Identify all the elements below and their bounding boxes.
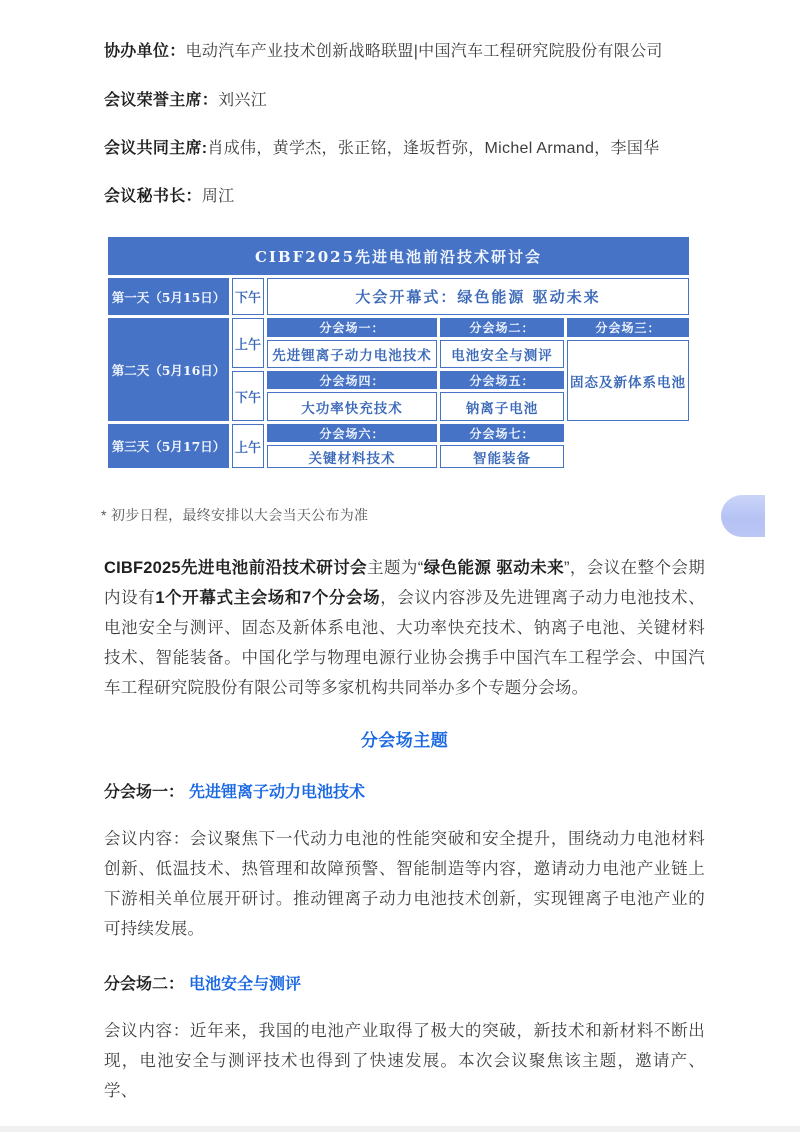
honorary-chair-line <box>104 89 267 113</box>
honorary-chair-value: 刘兴江 <box>218 92 268 109</box>
intro-text-1: 主题为“ <box>367 559 424 577</box>
session6-topic-cell: 关键材料技术 <box>267 445 437 468</box>
session3-topic-cell: 固态及新体系电池 <box>567 340 689 421</box>
session5-header-cell: 分会场五： <box>440 371 564 389</box>
session6-header-cell: 分会场六： <box>267 424 437 442</box>
co-organizer-label: 协办单位： <box>104 43 186 60</box>
day3-cell: 第三天（5月17日） <box>108 424 229 468</box>
session7-topic-cell: 智能装备 <box>440 445 564 468</box>
day2-cell: 第二天（5月16日） <box>108 318 229 421</box>
session1-description: 会议内容：会议聚焦下一代动力电池的性能突破和安全提升，围绕动力电池材料创新、低温技术、热管理和故障预警、智能制造等内容，邀请动力电池产业链上下游相关单位展开研讨。推动锂离子动力电池技术创新，实现锂离子电池产业的可持续发展。 <box>104 830 705 938</box>
schedule-title: CIBF2025先进电池前沿技术研讨会 <box>108 237 689 275</box>
session1-link[interactable]: 先进锂离子动力电池技术 <box>189 784 366 801</box>
intro-text-3: ，会议内容涉及先进锂离子动力电池技术、电池安全与测评、固态及新体系电池、大功率快充技术、钠离子电池、关键材料技术、智能装备。中国化学与物理电源行业协会携手中国汽车工程学会、中国汽车工程研究院股份有限公司等多家机构共同举办多个专题分会场。 <box>104 589 705 697</box>
session1-label: 分会场一： <box>104 784 185 801</box>
session2-topic-cell: 电池安全与测评 <box>440 340 564 368</box>
secretary-general-line <box>104 185 234 209</box>
co-organizer-value: 电动汽车产业技术创新战略联盟|中国汽车工程研究院股份有限公司 <box>185 43 663 60</box>
secretary-general-value: 周江 <box>201 188 235 205</box>
session2-link[interactable]: 电池安全与测评 <box>189 976 302 993</box>
session2-title-line <box>104 971 301 994</box>
day2-afternoon-time-cell: 下午 <box>232 371 264 421</box>
co-chairs-label: 会议共同主席: <box>104 140 208 157</box>
co-chairs-line <box>104 137 659 161</box>
page-bottom-edge <box>0 1126 800 1132</box>
intro-venues-count: 1个开幕式主会场和7个分会场 <box>155 589 381 607</box>
session3-header-cell: 分会场三： <box>567 318 689 337</box>
session7-header-cell: 分会场七： <box>440 424 564 442</box>
floating-widget-handle[interactable] <box>721 495 765 537</box>
intro-theme: 绿色能源 驱动未来 <box>423 559 564 577</box>
day1-time-cell: 下午 <box>232 278 264 315</box>
schedule-table <box>108 237 689 468</box>
session5-topic-cell: 钠离子电池 <box>440 392 564 421</box>
session2-header-cell: 分会场二： <box>440 318 564 337</box>
opening-ceremony-cell: 大会开幕式：绿色能源 驱动未来 <box>267 278 689 315</box>
honorary-chair-label: 会议荣誉主席： <box>104 92 219 109</box>
session1-title-line <box>104 779 365 802</box>
session2-label: 分会场二： <box>104 976 185 993</box>
session4-topic-cell: 大功率快充技术 <box>267 392 437 421</box>
day2-morning-time-cell: 上午 <box>232 318 264 368</box>
session1-header-cell: 分会场一： <box>267 318 437 337</box>
co-organizer-line <box>104 40 663 64</box>
secretary-general-label: 会议秘书长： <box>104 188 202 205</box>
co-chairs-value: 肖成伟，黄学杰，张正铭，逢坂哲弥，Michel Armand，李国华 <box>207 140 660 157</box>
intro-event-name: CIBF2025先进电池前沿技术研讨会 <box>104 559 368 577</box>
intro-paragraph <box>104 553 705 703</box>
intro-text-2: ”，会议在整个会期内设有 <box>104 559 705 607</box>
schedule-note: * 初步日程，最终安排以大会当天公布为准 <box>101 507 369 523</box>
session4-header-cell: 分会场四： <box>267 371 437 389</box>
day3-time-cell: 上午 <box>232 424 264 468</box>
day1-cell: 第一天（5月15日） <box>108 278 229 315</box>
sessions-heading: 分会场主题 <box>360 731 449 750</box>
session2-description: 会议内容：近年来，我国的电池产业取得了极大的突破，新技术和新材料不断出现，电池安全与测评技术也得到了快速发展。本次会议聚焦该主题，邀请产、学、 <box>104 1022 705 1100</box>
session1-topic-cell: 先进锂离子动力电池技术 <box>267 340 437 368</box>
